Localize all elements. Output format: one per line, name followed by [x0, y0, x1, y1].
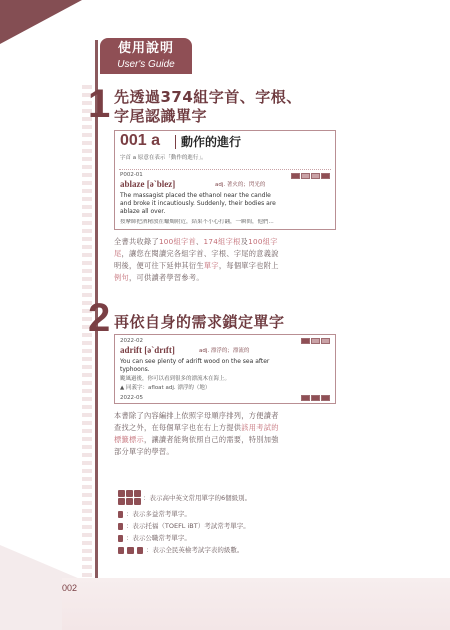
badge-icon — [291, 173, 300, 179]
para-highlight: 單字 — [203, 261, 219, 270]
para-highlight: 100組字 — [248, 237, 278, 246]
badge-icon — [301, 173, 310, 179]
level-legend-icon — [118, 490, 141, 505]
related-word: ▲ 同義字：afloat adj. 漂浮的（地） — [120, 385, 211, 391]
para-text: 、 — [196, 237, 204, 246]
badge-icon — [301, 338, 310, 344]
exam-badges — [301, 338, 330, 344]
step-1-paragraph-line-3 — [114, 260, 344, 271]
step-2-number: 2 — [88, 296, 111, 340]
entry-index-top: 2022-02 — [120, 338, 143, 344]
para-text: ，讓您在閱讀完各組字首、字根、字尾的意義說 — [121, 249, 279, 258]
badge-icon — [321, 173, 330, 179]
step-1-paragraph-line-4 — [114, 272, 344, 283]
step-2-paragraph-line-1: 本書除了內容編排上依照字母順序排列，方便讀者 — [114, 411, 279, 420]
step-2-sample-card — [114, 334, 336, 404]
legend-text: ：表示公職常考單字。 — [125, 534, 191, 542]
legend-row-toeic — [118, 510, 191, 518]
footer-band — [62, 578, 450, 630]
example-zh: 按摩師把酒精放在蠟燭附近，結果不小心打翻，一瞬間，他們... — [120, 219, 274, 225]
example-zh: 颱風過後，你可以看到很多的漂流木在海上。 — [120, 376, 231, 382]
step-1-title-line-2: 字尾認識單字 — [114, 107, 208, 125]
step-1-number: 1 — [88, 82, 111, 126]
civil-service-badge-icon — [118, 535, 123, 542]
para-text: 明後，便可往下延伸其衍生 — [114, 261, 204, 270]
para-highlight: 100組字首 — [158, 237, 197, 246]
para-text: ，每個單字也附上 — [218, 261, 279, 270]
badge-icon — [311, 395, 320, 401]
step-1-paragraph-line-2 — [114, 248, 344, 259]
entry-description: 字首 a 原意在表示「動作的進行」。 — [120, 155, 207, 161]
corner-decoration — [0, 0, 82, 44]
step-2-title: 再依自身的需求鎖定單字 — [114, 313, 285, 331]
para-highlight: 標籤標示 — [114, 435, 144, 444]
legend-row-civil — [118, 534, 191, 542]
badge-icon — [301, 395, 310, 401]
para-highlight: 尾 — [114, 249, 122, 258]
toefl-badge-icon — [118, 523, 123, 530]
guide-tab — [100, 38, 192, 74]
para-text: 全書共收錄了 — [114, 237, 159, 246]
entry-meaning: 動作的進行 — [181, 135, 242, 149]
para-highlight: 例句 — [114, 273, 129, 282]
step-1-title-line-1: 先透過374組字首、字根、 — [114, 88, 302, 106]
legend-text: ：表示多益常考單字。 — [125, 510, 191, 518]
legend-row-levels: ：表示高中英文常用單字的6個級別。 — [143, 494, 252, 502]
example-en-line-3: ablaze all over. — [120, 208, 166, 215]
entry-index-bottom: 2022-05 — [120, 395, 143, 401]
headword: adrift [əˋdrɪft] — [120, 345, 175, 355]
step-1-sample-card — [114, 130, 336, 230]
para-text: ，讓讀者能夠依照自己的需要，特別加強 — [143, 435, 279, 444]
para-highlight: 該用考試的 — [241, 423, 279, 432]
entry-index: P002-01 — [120, 172, 143, 178]
entry-number: 001 a — [120, 132, 161, 149]
badge-icon — [321, 395, 330, 401]
guide-title-en: User's Guide — [117, 59, 175, 70]
example-en-line-1: The massagist placed the ethanol near the candle — [120, 192, 271, 199]
step-2-paragraph-line-4: 部分單字的學習。 — [114, 447, 174, 456]
headword-gloss: adj. 著火的；閃光的 — [215, 182, 266, 188]
example-en-line-2: typhoons. — [120, 366, 150, 373]
step-2-paragraph-line-2 — [114, 422, 346, 433]
headword-gloss: adj. 漂浮的；漂流的 — [199, 348, 250, 354]
example-en-line-1: You can see plenty of adrift wood on the sea after — [120, 358, 270, 365]
legend-text: ：表示全民英檢考試字表的級數。 — [145, 546, 244, 554]
entry-divider — [175, 135, 176, 149]
legend-row-toefl — [118, 522, 250, 530]
para-highlight: 174組字根 — [203, 237, 241, 246]
badge-icon — [311, 173, 320, 179]
exam-badges — [291, 173, 330, 179]
guide-title-zh: 使用說明 — [117, 41, 174, 56]
badge-icon — [311, 338, 320, 344]
level-badges — [301, 395, 330, 401]
step-2-paragraph-line-3 — [114, 434, 346, 445]
badge-icon — [321, 338, 330, 344]
legend-text: ：表示托福（TOEFL iBT）考試常考單字。 — [125, 522, 250, 530]
headword: ablaze [əˋblez] — [120, 179, 176, 189]
para-text: 查找之外，在每個單字也在右上方提供 — [114, 423, 242, 432]
page-number: 002 — [62, 583, 78, 593]
example-en-line-2: and broke it incautiously. Suddenly, their bodies are — [120, 200, 276, 207]
step-1-paragraph-line-1 — [114, 236, 344, 247]
toeic-badge-icon — [118, 511, 123, 518]
para-text: ，可供讀者學習參考。 — [128, 273, 204, 282]
para-text: 及 — [240, 237, 249, 246]
dotted-rule — [119, 169, 331, 170]
